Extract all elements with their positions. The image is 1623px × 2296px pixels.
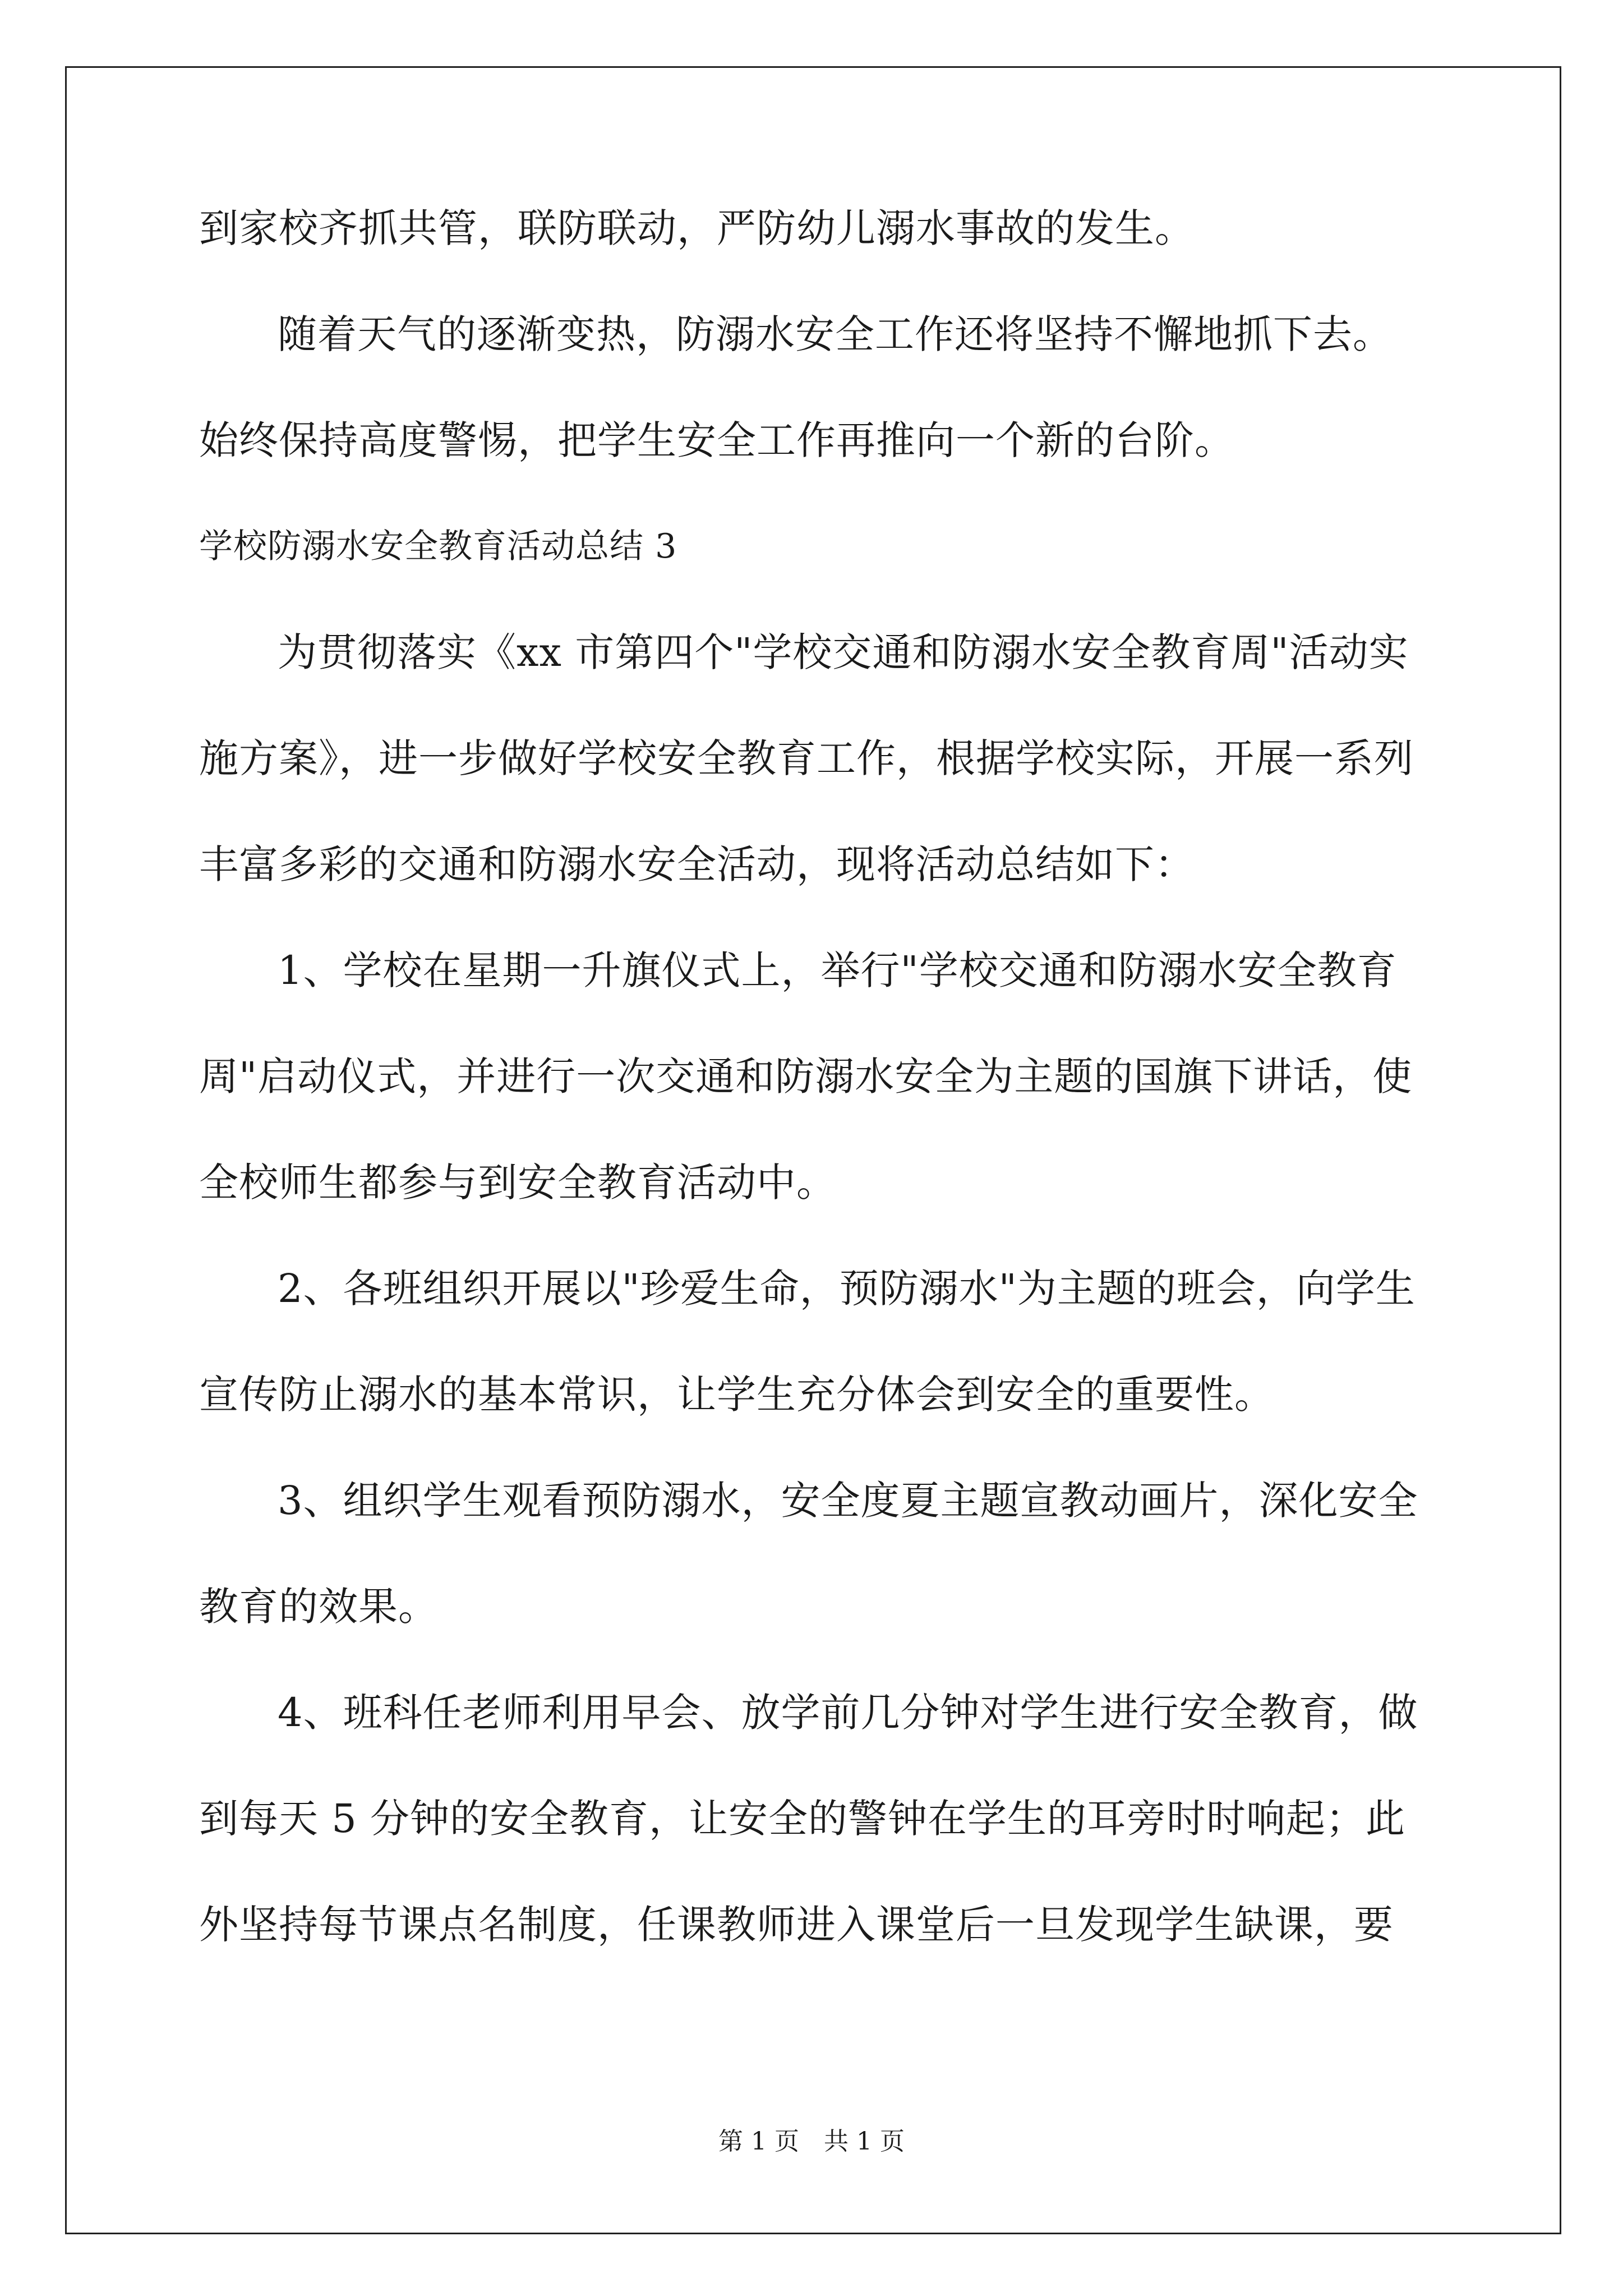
text-line-2: 随着天气的逐渐变热，防溺水安全工作还将坚持不懈地抓下去。 [278, 311, 1393, 357]
section-heading: 学校防溺水安全教育活动总结 3 [199, 527, 677, 566]
text-line-1: 到家校齐抓共管，联防联动，严防幼儿溺水事故的发生。 [199, 205, 1195, 251]
text-line-12: 宣传防止溺水的基本常识，让学生充分体会到安全的重要性。 [199, 1372, 1274, 1418]
page-footer: 第 1 页 共 1 页 [718, 2127, 905, 2156]
text-line-11: 2、各班组织开展以"珍爱生命，预防溺水"为主题的班会，向学生 [278, 1266, 1415, 1312]
text-line-7: 丰富多彩的交通和防溺水安全活动，现将活动总结如下： [199, 841, 1195, 887]
text-line-16: 到每天 5 分钟的安全教育，让安全的警钟在学生的耳旁时时响起；此 [199, 1796, 1406, 1842]
document-body [199, 202, 1427, 2004]
text-line-14: 教育的效果。 [199, 1584, 438, 1630]
text-line-5: 为贯彻落实《xx 市第四个"学校交通和防溺水安全教育周"活动实 [278, 629, 1409, 675]
text-line-3: 始终保持高度警惕，把学生安全工作再推向一个新的台阶。 [199, 417, 1234, 463]
text-line-17: 外坚持每节课点名制度，任课教师进入课堂后一旦发现学生缺课，要 [199, 1902, 1394, 1948]
text-line-10: 全校师生都参与到安全教育活动中。 [199, 1159, 836, 1205]
text-line-9: 周"启动仪式，并进行一次交通和防溺水安全为主题的国旗下讲话，使 [199, 1053, 1413, 1099]
text-line-6: 施方案》，进一步做好学校安全教育工作，根据学校实际，开展一系列 [199, 735, 1414, 781]
text-line-8: 1、学校在星期一升旗仪式上，举行"学校交通和防溺水安全教育 [278, 947, 1397, 993]
text-line-13: 3、组织学生观看预防溺水，安全度夏主题宣教动画片，深化安全 [278, 1478, 1418, 1524]
text-line-15: 4、班科任老师利用早会、放学前几分钟对学生进行安全教育，做 [278, 1690, 1418, 1736]
